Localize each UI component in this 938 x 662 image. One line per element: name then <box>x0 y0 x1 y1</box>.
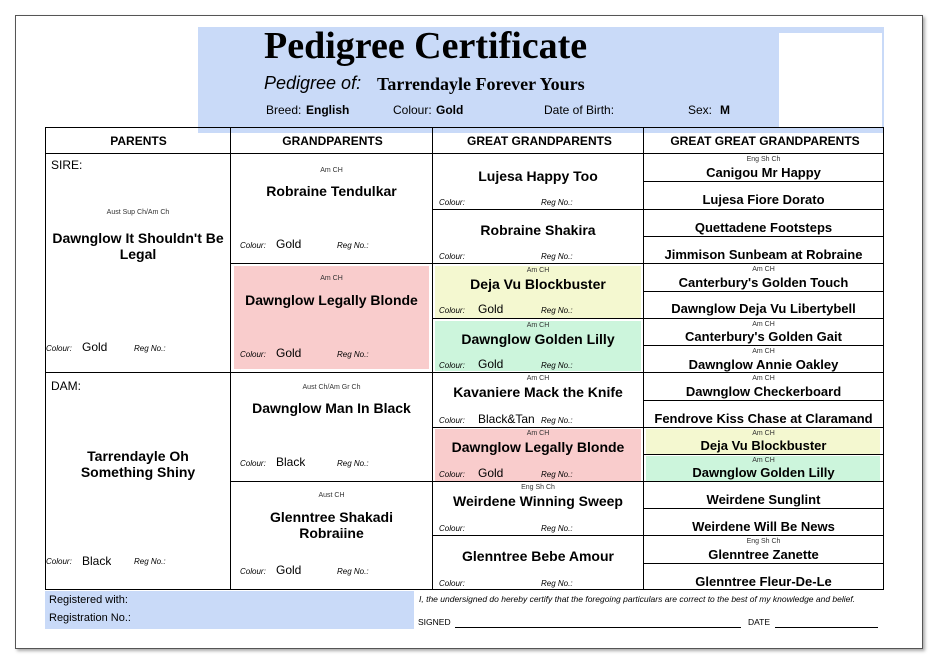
great-grandparent-cell-6 <box>433 428 643 481</box>
grandparent-title: Aust Ch/Am Gr Ch <box>302 384 361 391</box>
grandparent-cell-2 <box>231 264 432 372</box>
gggp-name: Fendrove Kiss Chase at Claramand <box>654 411 873 426</box>
dam-reg-label: Reg No.: <box>134 557 166 566</box>
colour-label: Colour: <box>439 470 465 479</box>
gggp-cell-1 <box>644 154 883 181</box>
grandparent-name: Dawnglow Man In Black <box>252 400 411 416</box>
sire-title: Aust Sup Ch/Am Ch <box>106 209 170 216</box>
gggp-title: Eng Sh Ch <box>746 538 781 545</box>
gggp-cell-8 <box>644 346 883 372</box>
registered-with-label: Registered with: <box>49 594 128 606</box>
grandparent-colour: Gold <box>276 346 302 360</box>
grandparent-colour: Gold <box>276 563 302 577</box>
great-grandparent-title: Am CH <box>526 267 550 274</box>
colour-label: Colour: <box>393 103 432 117</box>
great-grandparent-name: Lujesa Happy Too <box>478 168 598 184</box>
great-grandparent-colour: Gold <box>478 357 504 371</box>
sire-name: Dawnglow It Shouldn't Be Legal <box>52 230 224 262</box>
gggp-cell-5 <box>644 264 883 291</box>
gggp-title: Am CH <box>752 321 775 328</box>
great-grandparent-name: Glenntree Bebe Amour <box>462 548 614 564</box>
colour-label: Colour: <box>240 350 266 359</box>
gggp-title: Eng Sh Ch <box>746 156 781 163</box>
dog-name: Tarrendayle Forever Yours <box>377 74 585 94</box>
date-line <box>775 627 878 628</box>
gggp-title: Am CH <box>752 430 775 437</box>
col-header-great-great-grandparents: GREAT GREAT GRANDPARENTS <box>670 134 860 148</box>
great-grandparent-cell-8 <box>433 536 643 590</box>
grandparent-title: Am CH <box>320 167 343 174</box>
gggp-name: Jimmison Sunbeam at Robraine <box>664 247 863 262</box>
colour-label: Colour: <box>240 459 266 468</box>
gggp-cell-11 <box>644 428 883 454</box>
gggp-name: Deja Vu Blockbuster <box>700 438 827 453</box>
gggp-cell-14 <box>644 509 883 536</box>
col-header-parents: PARENTS <box>110 134 167 148</box>
sire-colour-label: Colour: <box>46 344 72 353</box>
gggp-name: Quettadene Footsteps <box>694 220 833 235</box>
signature-line <box>455 627 741 628</box>
reg-label: Reg No.: <box>541 416 573 425</box>
great-grandparent-cell-5 <box>433 373 643 427</box>
great-grandparent-title: Am CH <box>526 375 550 382</box>
grandparent-name: Robraine Tendulkar <box>266 183 397 199</box>
colour-label: Colour: <box>439 361 465 370</box>
breed-label: Breed: <box>266 103 302 117</box>
great-grandparent-cell-4 <box>433 319 643 372</box>
pedigree-of-label: Pedigree of: <box>264 73 362 93</box>
grandparent-name: Glenntree Shakadi Robraiine <box>270 509 393 541</box>
col-header-great-grandparents: GREAT GRANDPARENTS <box>467 134 612 148</box>
reg-label: Reg No.: <box>541 198 573 207</box>
great-grandparent-title: Eng Sh Ch <box>521 484 555 491</box>
gggp-title: Am CH <box>752 266 775 273</box>
colour-label: Colour: <box>439 306 465 315</box>
gggp-title: Am CH <box>752 457 775 464</box>
gggp-name: Canterbury's Golden Gait <box>685 329 842 344</box>
great-grandparent-name: Deja Vu Blockbuster <box>470 276 606 292</box>
gggp-name: Lujesa Fiore Dorato <box>702 192 825 207</box>
dob-label: Date of Birth: <box>544 103 615 117</box>
colour-label: Colour: <box>439 252 465 261</box>
reg-label: Reg No.: <box>337 567 369 576</box>
gggp-cell-15 <box>644 536 883 563</box>
reg-label: Reg No.: <box>337 459 369 468</box>
great-grandparent-name: Robraine Shakira <box>480 222 596 238</box>
colour-value: Gold <box>436 103 464 117</box>
reg-label: Reg No.: <box>337 241 369 250</box>
reg-label: Reg No.: <box>541 252 573 261</box>
great-grandparent-title: Am CH <box>526 430 550 437</box>
date-label: DATE <box>748 617 771 627</box>
great-grandparent-cell-2 <box>433 210 643 264</box>
sire-cell <box>46 154 230 372</box>
sire-label: SIRE: <box>51 158 83 172</box>
grandparent-title: Am CH <box>320 275 343 282</box>
gggp-cell-6 <box>644 292 883 318</box>
gggp-name: Weirdene Sunglint <box>706 492 821 507</box>
gggp-title: Am CH <box>752 348 775 355</box>
grandparent-title: Aust CH <box>318 492 345 499</box>
great-grandparent-cell-3 <box>433 264 643 318</box>
great-grandparent-name: Kavaniere Mack the Knife <box>453 384 623 400</box>
sex-value: M <box>720 103 730 117</box>
gggp-cell-3 <box>644 210 883 236</box>
page-title: Pedigree Certificate <box>264 25 588 67</box>
sire-colour: Gold <box>82 340 108 354</box>
great-grandparent-name: Weirdene Winning Sweep <box>453 493 623 509</box>
colour-label: Colour: <box>439 416 465 425</box>
gggp-name: Dawnglow Golden Lilly <box>692 465 835 480</box>
certification-statement: I, the undersigned do hereby certify that the foregoing particulars are correct to the best of my knowledge and belief. <box>419 594 856 604</box>
gggp-cell-4 <box>644 237 883 264</box>
registration-no-label: Registration No.: <box>49 612 131 624</box>
dam-label: DAM: <box>51 379 81 393</box>
gggp-cell-12 <box>644 455 883 481</box>
gggp-cell-10 <box>644 401 883 427</box>
sex-label: Sex: <box>688 103 713 117</box>
dam-name: Tarrendayle Oh Something Shiny <box>80 448 196 480</box>
dam-colour: Black <box>82 554 112 568</box>
gggp-name: Dawnglow Deja Vu Libertybell <box>671 301 856 316</box>
grandparent-name: Dawnglow Legally Blonde <box>245 292 418 308</box>
great-grandparent-name: Dawnglow Golden Lilly <box>461 331 615 347</box>
great-grandparent-title: Am CH <box>526 322 550 329</box>
gggp-cell-7 <box>644 319 883 345</box>
great-grandparent-colour: Gold <box>478 302 504 316</box>
reg-label: Reg No.: <box>541 579 573 588</box>
colour-label: Colour: <box>439 579 465 588</box>
gggp-name: Dawnglow Checkerboard <box>685 384 842 399</box>
signed-label: SIGNED <box>418 617 451 627</box>
reg-label: Reg No.: <box>541 470 573 479</box>
gggp-name: Weirdene Will Be News <box>692 519 835 534</box>
grandparent-cell-4 <box>231 482 432 590</box>
reg-label: Reg No.: <box>541 524 573 533</box>
reg-label: Reg No.: <box>541 306 573 315</box>
reg-label: Reg No.: <box>541 361 573 370</box>
gggp-name: Canterbury's Golden Touch <box>678 275 849 290</box>
great-grandparent-name: Dawnglow Legally Blonde <box>451 439 625 455</box>
great-grandparent-colour: Black&Tan <box>478 412 535 426</box>
colour-label: Colour: <box>439 524 465 533</box>
gggp-cell-16 <box>644 564 883 590</box>
dam-colour-label: Colour: <box>46 557 72 566</box>
grandparent-cell-1 <box>231 154 432 263</box>
grandparent-colour: Gold <box>276 237 302 251</box>
colour-label: Colour: <box>240 241 266 250</box>
gggp-name: Dawnglow Annie Oakley <box>688 357 839 372</box>
great-grandparent-cell-7 <box>433 482 643 535</box>
colour-label: Colour: <box>240 567 266 576</box>
gggp-cell-9 <box>644 373 883 400</box>
grandparent-colour: Black <box>276 455 306 469</box>
gggp-name: Canigou Mr Happy <box>706 165 821 180</box>
col-header-grandparents: GRANDPARENTS <box>282 134 383 148</box>
breed-value: English <box>306 103 350 117</box>
gggp-cell-2 <box>644 182 883 209</box>
great-grandparent-colour: Gold <box>478 466 504 480</box>
reg-label: Reg No.: <box>337 350 369 359</box>
great-grandparent-cell-1 <box>433 154 643 209</box>
gggp-title: Am CH <box>752 375 775 382</box>
gggp-name: Glenntree Zanette <box>708 547 819 562</box>
sire-reg-label: Reg No.: <box>134 344 166 353</box>
photo-box <box>779 33 882 127</box>
grandparent-cell-3 <box>231 373 432 481</box>
gggp-name: Glenntree Fleur-De-Le <box>695 574 832 589</box>
dam-cell <box>46 373 230 590</box>
gggp-cell-13 <box>644 482 883 508</box>
colour-label: Colour: <box>439 198 465 207</box>
